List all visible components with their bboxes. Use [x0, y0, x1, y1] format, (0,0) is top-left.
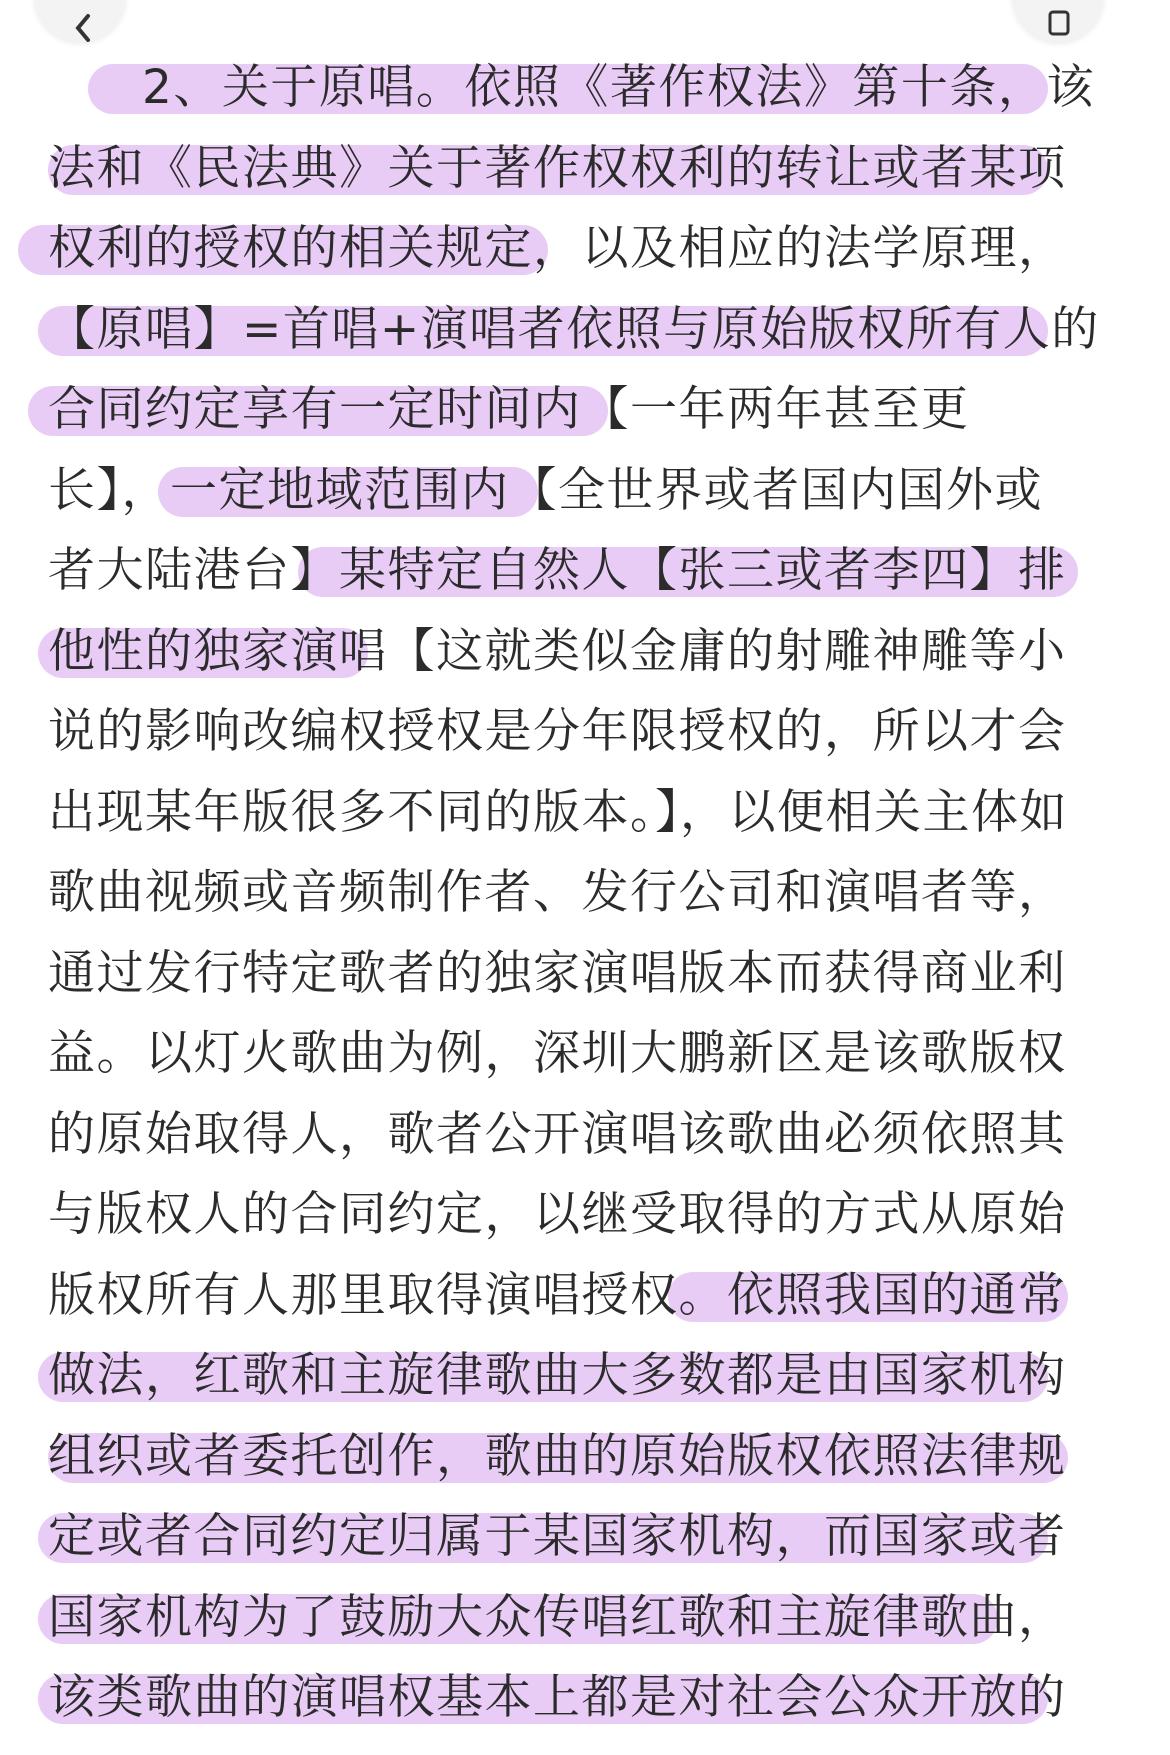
article-line: 长】，一定地域范围内【全世界或者国内国外或	[48, 462, 1043, 518]
article-line: 者大陆港台】某特定自然人【张三或者李四】排	[48, 531, 1128, 612]
article-line: 法和《民法典》关于著作权权利的转让或者某项	[48, 140, 1067, 196]
article-line: 权利的授权的相关规定，以及相应的法学原理，	[48, 209, 1128, 290]
share-icon	[1012, 0, 1104, 42]
article-line: 2、关于原唱。依照《著作权法》第十条，该	[48, 48, 1128, 129]
article-line: 做法，红歌和主旋律歌曲大多数都是由国家机构	[48, 1336, 1128, 1417]
back-button[interactable]	[34, 0, 126, 42]
article-line: 通过发行特定歌者的独家演唱版本而获得商业利	[48, 945, 1067, 1001]
article-line: 合同约定享有一定时间内【一年两年甚至更	[48, 370, 1128, 451]
article-line: 【原唱】=首唱+演唱者依照与原始版权所有人的	[48, 290, 1128, 371]
chevron-left-icon	[34, 0, 126, 42]
article-line: 的原始取得人，歌者公开演唱该歌曲必须依照其	[48, 1106, 1067, 1162]
share-button[interactable]	[1012, 0, 1104, 42]
article-line: 与版权人的合同约定，以继受取得的方式从原始	[48, 1187, 1067, 1242]
article-line: 他性的独家演唱【这就类似金庸的射雕神雕等小	[48, 612, 1128, 693]
article-line: 国家机构为了鼓励大众传唱红歌和主旋律歌曲，	[48, 1578, 1128, 1659]
article-line: 版权所有人那里取得演唱授权。依照我国的通常	[48, 1267, 1067, 1323]
article-line: 歌曲视频或音频制作者、发行公司和演唱者等，	[48, 865, 1067, 920]
article-line: 组织或者委托创作，歌曲的原始版权依照法律规	[48, 1428, 1067, 1484]
article-line: 益。以灯火歌曲为例，深圳大鹏新区是该歌版权	[48, 1026, 1067, 1081]
article-line: 说的影响改编权授权是分年限授权的，所以才会	[48, 704, 1067, 759]
article-body	[48, 48, 1128, 1739]
article-line: 该类歌曲的演唱权基本上都是对社会公众开放的	[48, 1658, 1128, 1739]
article-line: 出现某年版很多不同的版本。】，以便相关主体如	[48, 784, 1068, 840]
article-line: 定或者合同约定归属于某国家机构，而国家或者	[48, 1497, 1128, 1578]
